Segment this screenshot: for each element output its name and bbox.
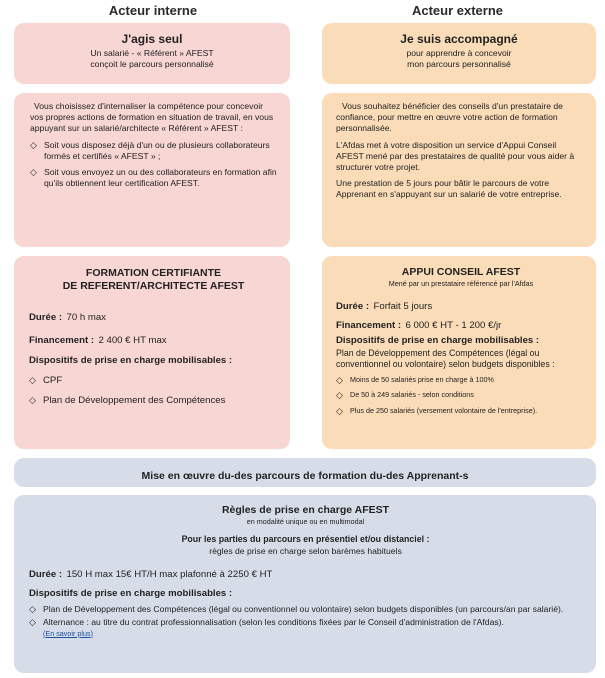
right-item-2: ◇ De 50 à 249 salariés - selon conditions <box>336 390 586 401</box>
right-top-line1: pour apprendre à concevoir <box>406 48 512 58</box>
right-item-1: ◇ Moins de 50 salariés prise en charge à 100% <box>336 375 586 386</box>
rules-disp-label: Dispositifs de prise en charge mobilisables : <box>29 587 233 599</box>
rules-presentiel-text: règles de prise en charge selon barèmes habituels <box>209 545 402 556</box>
left-duree-value: 70 h max <box>66 312 106 323</box>
right-item-3: ◇ Plus de 250 salariés (versement volontaire de l'entreprise). <box>336 406 586 417</box>
left-mid-bullet-2: ◇ Soit vous envoyez un ou des collaborateurs en formation afin qu'ils obtiennent leur certification AFEST. <box>30 167 278 189</box>
left-mid-box <box>14 93 290 247</box>
rules-duree <box>29 564 582 582</box>
right-disp-label: Dispositifs de prise en charge mobilisables : <box>336 334 540 346</box>
implementation-banner <box>14 458 596 487</box>
rules-item-2 <box>29 617 582 640</box>
left-top-line1: Un salarié - « Référent » AFEST <box>90 48 214 58</box>
rules-duree-label: Durée : <box>29 568 63 580</box>
right-bottom-financement <box>336 315 586 333</box>
right-bottom-duree <box>336 296 586 314</box>
right-mid-para-2: L'Afdas met à votre disposition un service d'Appui Conseil AFEST mené par des prestataires de qualité pour vous aider à structurer votre projet. <box>336 139 575 173</box>
left-bottom-duree <box>29 307 278 325</box>
rules-subtitle: en modalité unique ou en multimodal <box>246 517 365 526</box>
left-bottom-title-2: DE REFERENT/ARCHITECTE AFEST <box>62 280 245 292</box>
header-internal: Acteur interne <box>108 3 198 18</box>
left-mid-bullet-1: ◇ Soit vous disposez déjà d'un ou de plusieurs collaborateurs formés et certifiés « AFEST » ; <box>30 140 278 162</box>
rules-box <box>14 495 596 673</box>
right-fin-value: 6 000 € HT - 1 200 €/jr <box>405 319 502 331</box>
right-top-line2: mon parcours personnalisé <box>407 59 511 69</box>
header-external: Acteur externe <box>411 3 504 18</box>
right-fin-label: Financement : <box>336 319 402 331</box>
right-top-box <box>322 23 596 84</box>
left-top-line2: conçoit le parcours personnalisé <box>90 59 214 69</box>
left-mid-intro: Vous choisissez d'internaliser la compétence pour concevoir vos propres actions de formation en situation de travail, en vous appuyant sur un salarié/architecte « Référent » AFEST : <box>30 101 274 134</box>
left-top-title: J'agis seul <box>121 32 183 46</box>
left-top-box <box>14 23 290 84</box>
right-disp-text: Plan de Développement des Compétences (légal ou conventionnel ou volontaire) selon budgets disponibles : <box>336 347 555 369</box>
rules-item-1: ◇ Plan de Développement des Compétences (légal ou conventionnel ou volontaire) selon budgets disponibles (un parcours/an par salarié). <box>29 604 582 615</box>
banner-text: Mise en œuvre du-des parcours de formation du-des Apprenant-s <box>141 470 469 482</box>
right-duree-value: Forfait 5 jours <box>373 300 433 312</box>
left-bottom-box <box>14 256 290 449</box>
right-mid-para-1: Vous souhaitez bénéficier des conseils d'un prestataire de confiance, pour mettre en œuvre votre action de formation personnalisée. <box>336 101 563 134</box>
left-bottom-title-1: FORMATION CERTIFIANTE <box>85 267 222 279</box>
left-disp-label: Dispositifs de prise en charge mobilisables : <box>29 355 233 366</box>
right-duree-label: Durée : <box>336 300 370 312</box>
rules-link-text[interactable]: En savoir plus <box>45 628 91 638</box>
right-top-title: Je suis accompagné <box>400 32 518 46</box>
rules-duree-value: 150 H max 15€ HT/H max plafonné à 2250 € HT <box>66 568 273 580</box>
left-bottom-financement <box>29 330 278 348</box>
rules-link[interactable]: (En savoir plus) <box>43 628 93 638</box>
rules-item-2-text: Alternance : au titre du contrat professionnalisation (selon les conditions fixées par le Conseil d'administration de l'Afdas). <box>43 616 504 627</box>
rules-title: Règles de prise en charge AFEST <box>221 504 390 516</box>
left-duree-label: Durée : <box>29 312 63 323</box>
right-mid-para-3: Une prestation de 5 jours pour bâtir le parcours de votre Apprenant en s'appuyant sur un salarié de votre entreprise. <box>336 178 562 200</box>
left-fin-value: 2 400 € HT max <box>98 335 167 346</box>
right-bottom-subtitle: Mené par un prestataire référencé par l'Afdas <box>388 279 534 288</box>
right-bottom-box <box>322 256 596 449</box>
right-mid-box <box>322 93 596 247</box>
left-fin-label: Financement : <box>29 335 95 346</box>
right-bottom-title: APPUI CONSEIL AFEST <box>401 266 521 278</box>
rules-presentiel-bold: Pour les parties du parcours en présentiel et/ou distanciel : <box>181 533 430 544</box>
left-item-cpf: ◇ CPF <box>29 375 278 386</box>
left-item-plan: ◇ Plan de Développement des Compétences <box>29 395 278 406</box>
